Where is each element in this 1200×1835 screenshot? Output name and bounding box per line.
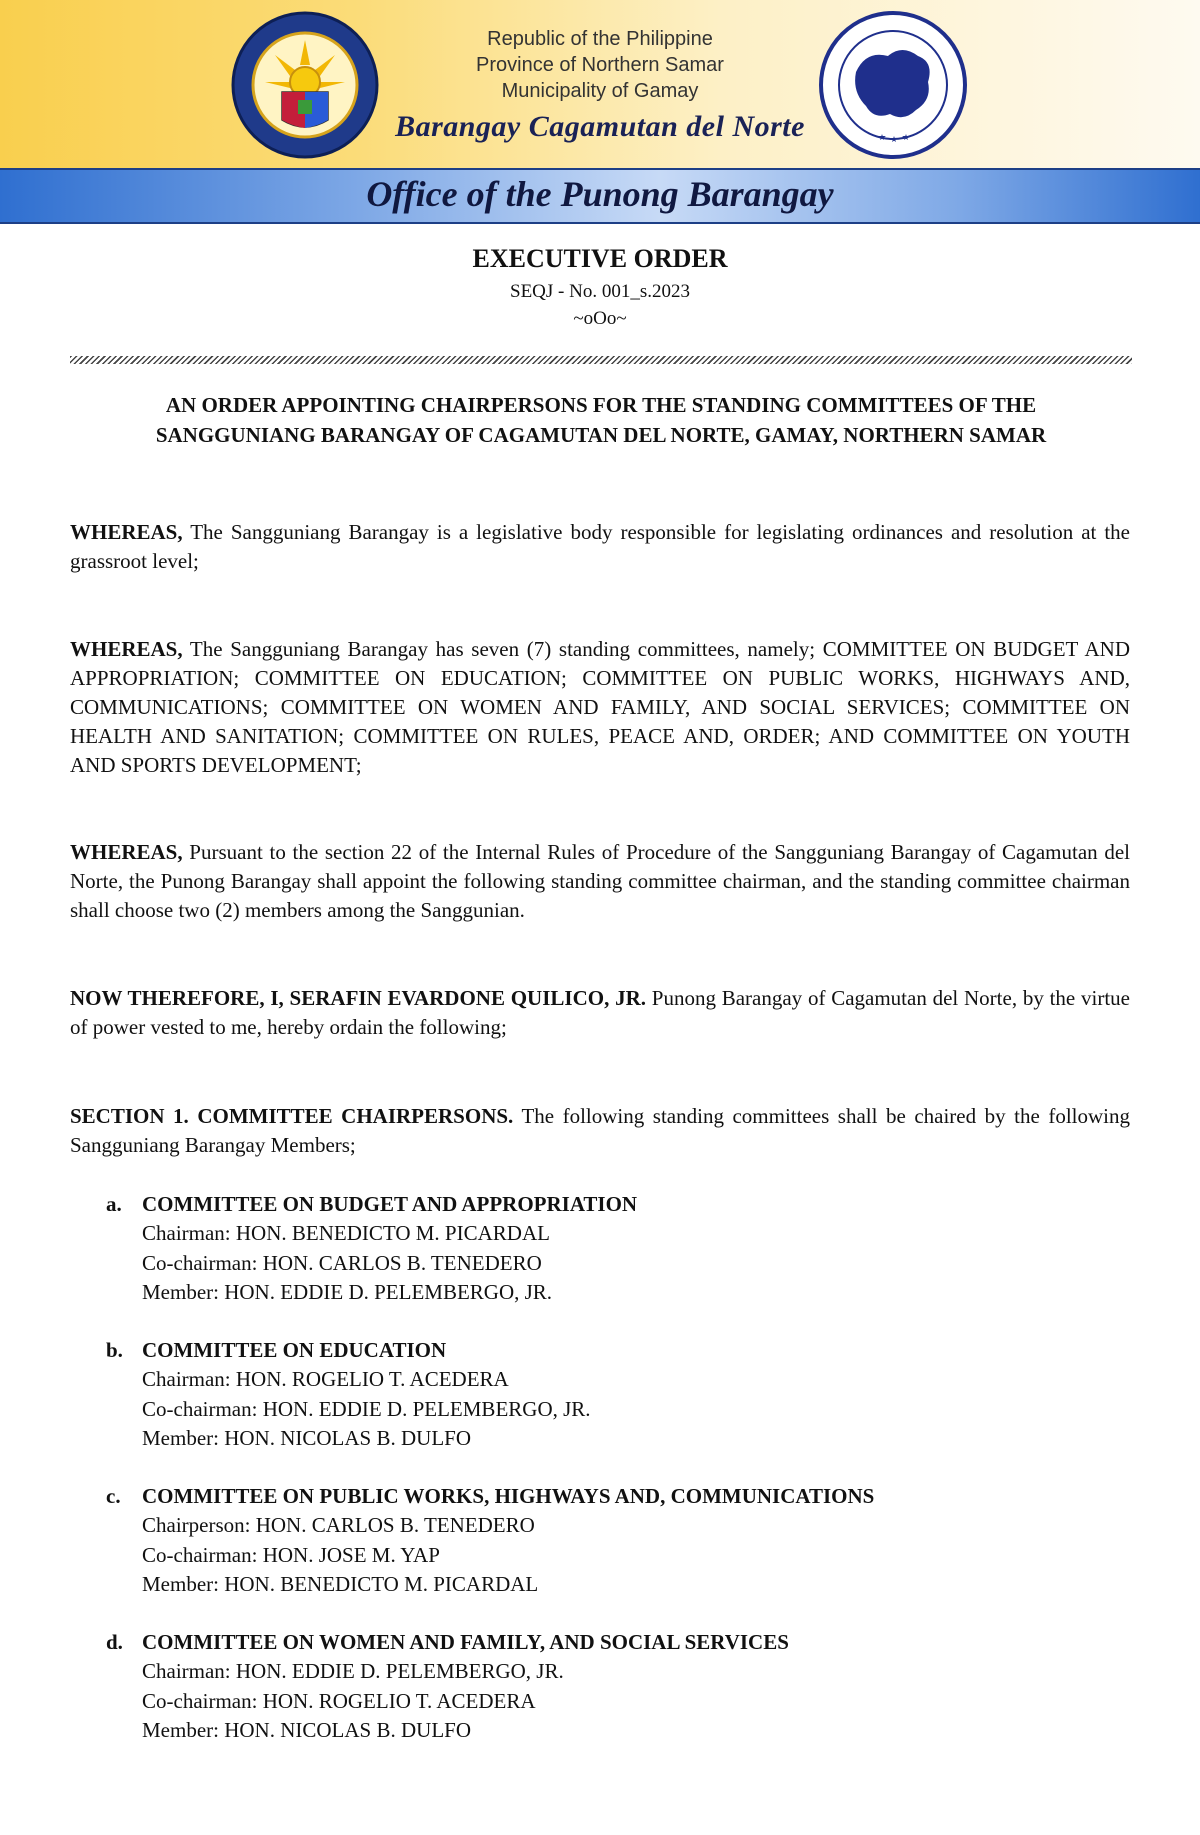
committee-title: COMMITTEE ON BUDGET AND APPROPRIATION bbox=[142, 1192, 638, 1216]
order-title-line1: AN ORDER APPOINTING CHAIRPERSONS FOR THE STANDING COMMITTEES OF THE bbox=[165, 393, 1037, 417]
committee-item bbox=[106, 1482, 1106, 1599]
committee-title: COMMITTEE ON PUBLIC WORKS, HIGHWAYS AND, COMMUNICATIONS bbox=[142, 1484, 875, 1508]
committee-cochair: Co-chairman: HON. ROGELIO T. ACEDERA bbox=[142, 1688, 536, 1713]
committee-letter: a. bbox=[106, 1192, 122, 1216]
letterhead-lines bbox=[375, 26, 825, 104]
committee-member: Member: HON. EDDIE D. PELEMBERGO, JR. bbox=[142, 1279, 553, 1304]
letterhead-municipality: Municipality of Gamay bbox=[501, 80, 699, 102]
committee-item bbox=[106, 1628, 1106, 1745]
order-title bbox=[70, 390, 1132, 450]
section-1-paragraph bbox=[70, 1102, 1130, 1160]
paragraph-lead: WHEREAS, bbox=[70, 840, 183, 864]
abante-seal-logo bbox=[818, 10, 968, 160]
paragraph-text: Pursuant to the section 22 of the Internal Rules of Procedure of the Sangguniang Barangay of Cagamutan del Norte, the Punong Barangay shall appoint the following standing committee chairman, and the standing committee chairman shall choose two (2) members among the Sanggunian. bbox=[70, 840, 1130, 922]
whereas-paragraph-2 bbox=[70, 635, 1130, 780]
committee-cochair: Co-chairman: HON. EDDIE D. PELEMBERGO, JR. bbox=[142, 1396, 591, 1421]
paragraph-lead: WHEREAS, bbox=[70, 637, 183, 661]
document-number-block bbox=[0, 278, 1200, 332]
order-title-line2: SANGGUNIANG BARANGAY OF CAGAMUTAN DEL NORTE, GAMAY, NORTHERN SAMAR bbox=[155, 423, 1047, 447]
committee-member: Member: HON. NICOLAS B. DULFO bbox=[142, 1425, 471, 1450]
divider bbox=[70, 356, 1132, 364]
now-therefore-paragraph bbox=[70, 984, 1130, 1042]
paragraph-text: Punong Barangay of Cagamutan del Norte, by the virtue of power vested to me, hereby ordain the following; bbox=[70, 986, 1130, 1039]
letterhead-barangay-name: Barangay Cagamutan del Norte bbox=[395, 110, 805, 143]
committee-cochair: Co-chairman: HON. JOSE M. YAP bbox=[142, 1542, 440, 1567]
paragraph-lead: SECTION 1. COMMITTEE CHAIRPERSONS. bbox=[70, 1104, 514, 1128]
committee-chair: Chairperson: HON. CARLOS B. TENEDERO bbox=[142, 1513, 535, 1538]
committee-title: COMMITTEE ON WOMEN AND FAMILY, AND SOCIAL SERVICES bbox=[142, 1630, 789, 1654]
whereas-paragraph-3 bbox=[70, 838, 1130, 925]
committee-letter: d. bbox=[106, 1630, 123, 1654]
letterhead-republic: Republic of the Philippine bbox=[487, 28, 713, 50]
paragraph-text: The Sangguniang Barangay is a legislative body responsible for legislating ordinances and resolution at the grassroot level; bbox=[70, 520, 1130, 573]
paragraph-lead: NOW THEREFORE, I, SERAFIN EVARDONE QUILICO, JR. bbox=[70, 986, 647, 1010]
committee-item bbox=[106, 1190, 1106, 1307]
committee-member: Member: HON. NICOLAS B. DULFO bbox=[142, 1717, 471, 1742]
committee-chair: Chairman: HON. ROGELIO T. ACEDERA bbox=[142, 1367, 509, 1392]
committee-chair: Chairman: HON. EDDIE D. PELEMBERGO, JR. bbox=[142, 1659, 564, 1684]
ornament: ~oOo~ bbox=[573, 308, 627, 329]
committee-title: COMMITTEE ON EDUCATION bbox=[142, 1338, 447, 1362]
office-title: Office of the Punong Barangay bbox=[366, 174, 834, 214]
committee-item bbox=[106, 1336, 1106, 1453]
document-number: SEQJ - No. 001_s.2023 bbox=[510, 281, 690, 302]
committee-cochair: Co-chairman: HON. CARLOS B. TENEDERO bbox=[142, 1250, 542, 1275]
barangay-seal-logo bbox=[230, 10, 380, 160]
paragraph-lead: WHEREAS, bbox=[70, 520, 183, 544]
paragraph-text: The Sangguniang Barangay has seven (7) standing committees, namely; COMMITTEE ON BUDGET AND APPROPRIATION; COMMITTEE ON EDUCATION; COMMITTEE ON PUBLIC WORKS, HIGHWAYS AND, COMMUNICATIONS; COMMITTEE ON WOMEN AND FAMILY, AND SOCIAL SERVICES; COMMITTEE ON HEALTH AND SANITATION; COMMITTEE ON RULES, PEACE AND, ORDER; AND COMMITTEE ON YOUTH AND SPORTS DEVELOPMENT; bbox=[70, 637, 1130, 777]
whereas-paragraph-1 bbox=[70, 518, 1130, 576]
committee-member: Member: HON. BENEDICTO M. PICARDAL bbox=[142, 1571, 539, 1596]
committee-chair: Chairman: HON. BENEDICTO M. PICARDAL bbox=[142, 1221, 550, 1246]
document-title: EXECUTIVE ORDER bbox=[472, 244, 728, 273]
paragraph-text: The following standing committees shall be chaired by the following Sangguniang Barangay Members; bbox=[70, 1104, 1130, 1157]
committee-letter: c. bbox=[106, 1484, 121, 1508]
letterhead-province: Province of Northern Samar bbox=[476, 54, 724, 76]
committee-letter: b. bbox=[106, 1338, 123, 1362]
